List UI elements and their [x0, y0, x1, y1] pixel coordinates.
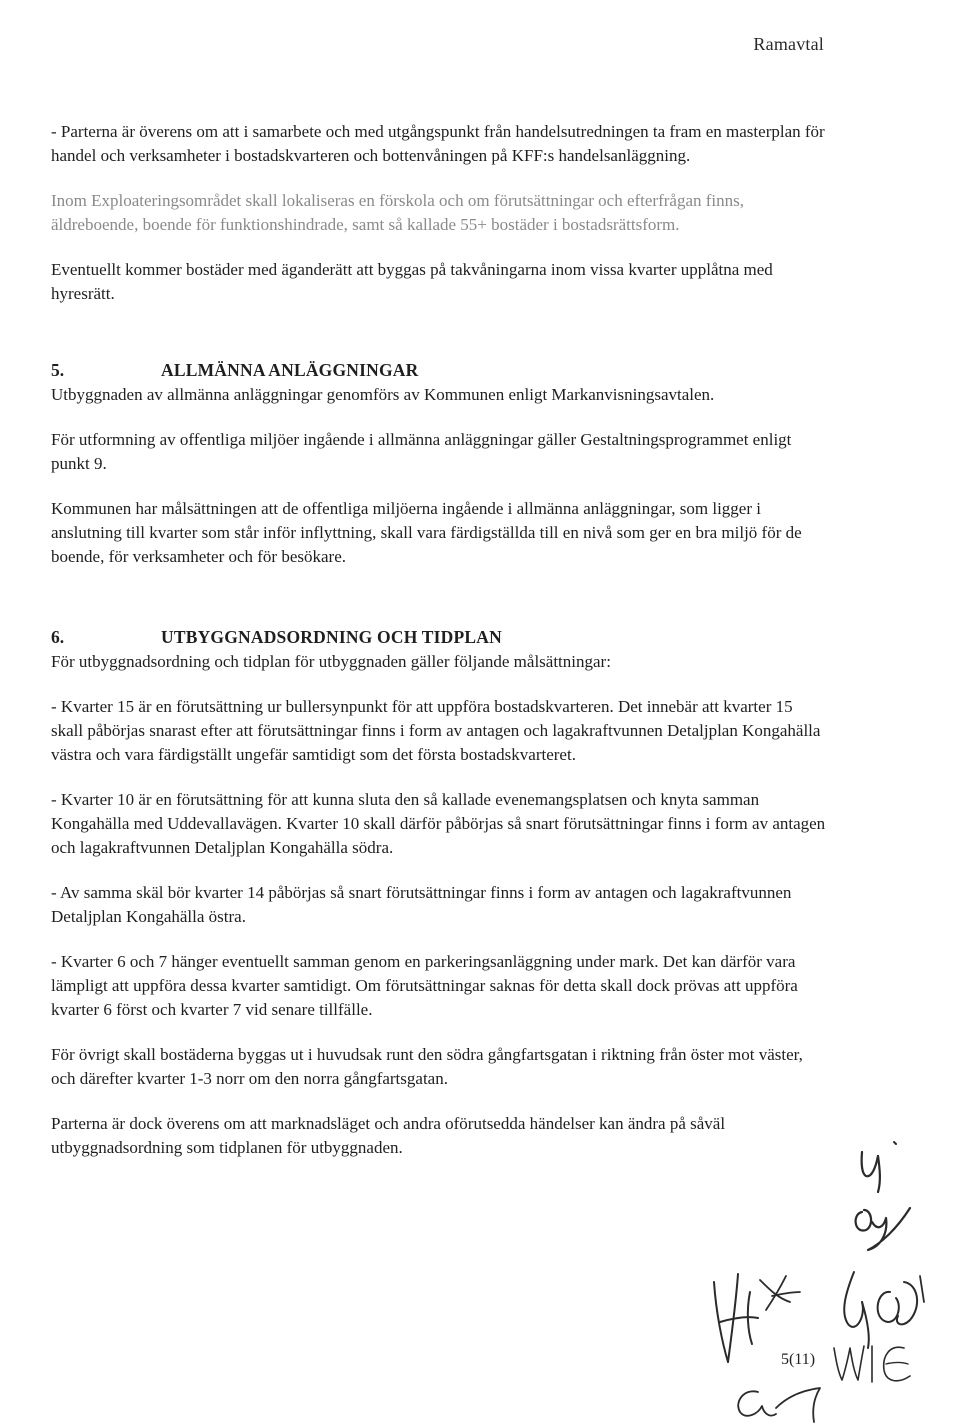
paragraph-aganderatt: Eventuellt kommer bostäder med äganderätt att byggas på takvåningarna inom vissa kvarter upplåtna med hyresrätt.	[51, 260, 773, 303]
section-6-paragraph: - Kvarter 6 och 7 hänger eventuellt samman genom en parkeringsanläggning under mark. Det kan därför vara lämpligt att uppföra dessa kvarter samtidigt. Om förutsättningar saknas för detta skall dock prövas att uppföra kvarter 6 först och kvarter 7 vid senare tillfälle.	[51, 952, 798, 1019]
section-6-title: UTBYGGNADSORDNING OCH TIDPLAN	[161, 627, 502, 647]
section-5-title: ALLMÄNNA ANLÄGGNINGAR	[161, 360, 419, 380]
section-6-heading	[51, 624, 826, 650]
initials-signature-2	[848, 1196, 918, 1256]
section-5-paragraph: Utbyggnaden av allmänna anläggningar genomförs av Kommunen enligt Markanvisningsavtalen.	[51, 385, 715, 404]
section-6-paragraph: - Av samma skäl bör kvarter 14 påbörjas så snart förutsättningar finns i form av antagen och lagakraftvunnen Detaljplan Kongahälla östra.	[51, 883, 792, 926]
section-6-paragraph: - Kvarter 10 är en förutsättning för att kunna sluta den så kallade evenemangsplatsen och knyta samman Kongahälla med Uddevallavägen. Kvarter 10 skall därför påbörjas så snart förutsättningar finns i form av antagen och lagakraftvunnen Detaljplan Kongahälla södra.	[51, 790, 826, 857]
paragraph-masterplan: - Parterna är överens om att i samarbete och med utgångspunkt från handelsutredningen ta fram en masterplan för handel och verksamheter i bostadskvarteren och bottenvåningen på KFF:s handelsanläggning.	[51, 122, 825, 165]
page-number: 5(11)	[781, 1351, 816, 1368]
section-6-paragraph: För övrigt skall bostäderna byggas ut i huvudsak runt den södra gångfartsgatan i riktning från öster mot väster, och därefter kvarter 1-3 norr om den norra gångfartsgatan.	[51, 1045, 803, 1088]
section-6-paragraph: För utbyggnadsordning och tidplan för utbyggnaden gäller följande målsättningar:	[51, 652, 611, 671]
section-5-number: 5.	[51, 360, 65, 380]
document-body	[51, 120, 826, 1181]
section-5-paragraph: Kommunen har målsättningen att de offentliga miljöerna ingående i allmänna anläggningar, som ligger i anslutning till kvarter som står inför inflyttning, skall vara färdigställda till en nivå som ger en bra miljö för de boende, för verksamheter och för besökare.	[51, 499, 802, 566]
section-5-paragraph: För utformning av offentliga miljöer ingående i allmänna anläggningar gäller Gestaltningsprogrammet enligt punkt 9.	[51, 430, 792, 473]
initials-signature-6	[728, 1378, 838, 1426]
paragraph-forskola: Inom Exploateringsområdet skall lokaliseras en förskola och om förutsättningar och efterfrågan finns, äldreboende, boende för funktionshindrade, samt så kallade 55+ bostäder i bostadsrättsform.	[51, 191, 745, 234]
section-6-paragraph: - Kvarter 15 är en förutsättning ur bullersynpunkt för att uppföra bostadskvarteren. Det innebär att kvarter 15 skall påbörjas snarast efter att förutsättningar finns i form av antagen och lagakraftvunnen Detaljplan Kongahälla västra och vara färdigställt ungefär samtidigt som det första bostadskvarteret.	[51, 697, 821, 764]
initials-signature-1	[852, 1136, 912, 1196]
section-5-heading	[51, 357, 826, 383]
initials-signature-5	[828, 1338, 918, 1388]
section-6-number: 6.	[51, 627, 65, 647]
section-6-paragraph: Parterna är dock överens om att marknadsläget och andra oförutsedda händelser kan ändra på såväl utbyggnadsordning som tidplanen för utbyggnaden.	[51, 1114, 726, 1157]
document-header: Ramavtal	[753, 34, 824, 54]
